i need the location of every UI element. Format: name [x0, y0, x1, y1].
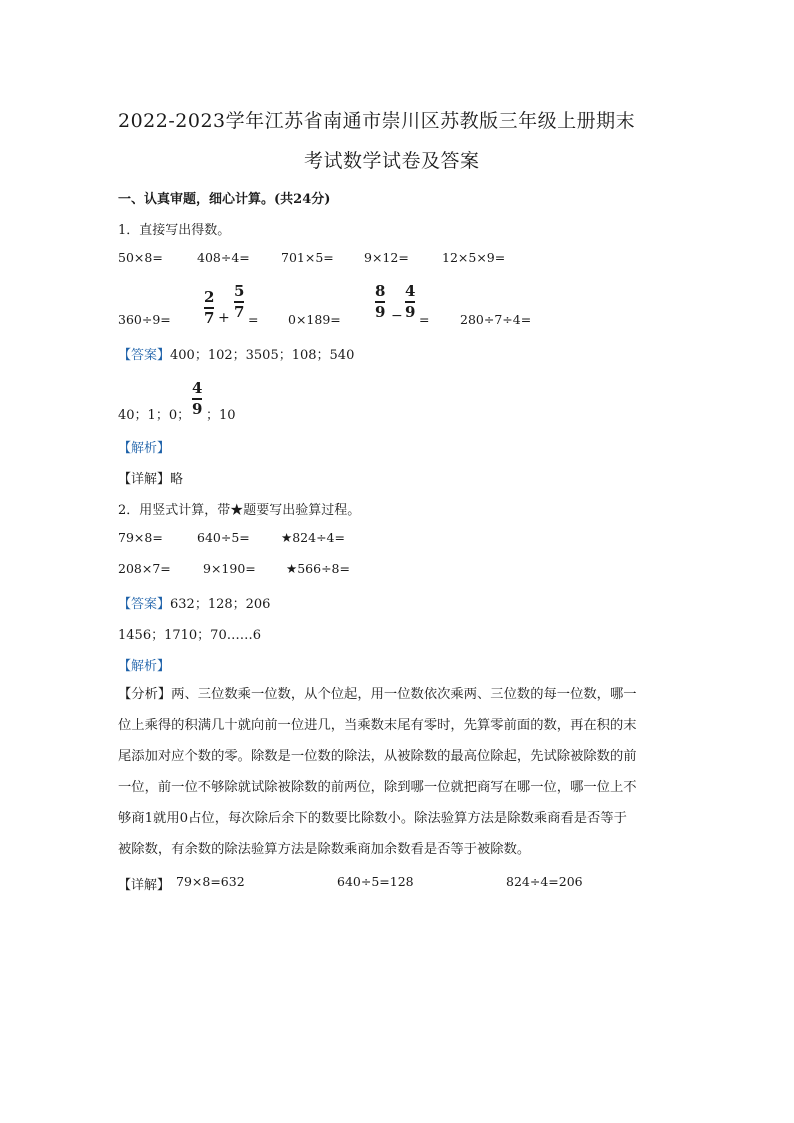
q2-item: 9×190= — [203, 561, 256, 576]
q1-item: 408÷4= — [197, 250, 250, 265]
section-heading: 一、认真审题，细心计算。(共24分) — [118, 192, 331, 207]
q2-item: ★566÷8= — [286, 561, 350, 576]
answer-line — [118, 593, 270, 612]
fraction-numerator: 8 — [375, 282, 386, 300]
q1-item: 360÷9= — [118, 312, 171, 327]
fraction — [405, 284, 415, 320]
answer-text: 632；128；206 — [170, 597, 271, 612]
fraction-numerator: 4 — [405, 282, 416, 300]
analysis-line: 被除数，有余数的除法验算方法是除数乘商加余数看是否等于被除数。 — [118, 842, 531, 857]
equals-sign: = — [419, 312, 430, 327]
fraction — [192, 381, 202, 417]
fraction-numerator: 5 — [234, 282, 245, 300]
fraction — [204, 290, 214, 326]
q1-item: 9×12= — [364, 250, 409, 265]
analysis-line: 尾添加对应个数的零。除数是一位数的除法，从被除数的最高位除起，先试除被除数的前 — [118, 749, 637, 764]
fraction-denominator: 9 — [405, 302, 416, 321]
fraction-numerator: 2 — [204, 288, 215, 306]
equals-sign: = — [248, 312, 259, 327]
question-2-prompt: 2．用竖式计算，带★题要写出验算过程。 — [118, 503, 361, 518]
minus-sign: − — [391, 308, 403, 324]
fraction-denominator: 7 — [204, 308, 215, 327]
answer-text: 400；102；3505；108；540 — [170, 348, 355, 363]
analysis-line: 位上乘得的积满几十就向前一位进几，当乘数末尾有零时，先算零前面的数，再在积的末 — [118, 718, 637, 733]
q2-item: 208×7= — [118, 561, 171, 576]
analysis-line: 【分析】两、三位数乘一位数，从个位起，用一位数依次乘两、三位数的每一位数，哪一 — [118, 687, 637, 702]
detail-text: 【详解】略 — [118, 472, 184, 487]
answer-tag: 【答案】 — [118, 597, 171, 612]
fraction-numerator: 4 — [192, 379, 203, 397]
fraction — [234, 284, 244, 320]
answer-text: 40；1；0； — [118, 408, 191, 423]
q1-item: 50×8= — [118, 250, 163, 265]
analysis-tag: 【解析】 — [118, 659, 171, 674]
q1-item: 12×5×9= — [442, 250, 506, 265]
analysis-tag: 【解析】 — [118, 441, 171, 456]
answer-text: ；10 — [206, 408, 236, 423]
detail-item: 640÷5=128 — [337, 874, 414, 889]
detail-tag: 【详解】 — [118, 878, 171, 893]
detail-item: 824÷4=206 — [506, 874, 583, 889]
answer-tag: 【答案】 — [118, 348, 171, 363]
question-1-prompt: 1．直接写出得数。 — [118, 223, 231, 238]
fraction-denominator: 7 — [234, 302, 245, 321]
q2-item: ★824÷4= — [281, 530, 345, 545]
q2-item: 79×8= — [118, 530, 163, 545]
fraction-denominator: 9 — [192, 399, 203, 418]
analysis-line: 够商1就用0占位，每次除后余下的数要比除数小。除法验算方法是除数乘商看是否等于 — [118, 811, 627, 826]
analysis-line: 一位，前一位不够除就试除被除数的前两位，除到哪一位就把商写在哪一位，哪一位上不 — [118, 780, 637, 795]
fraction — [375, 284, 385, 320]
detail-item: 79×8=632 — [176, 874, 245, 889]
answer-text: 1456；1710；70……6 — [118, 628, 261, 643]
q2-item: 640÷5= — [197, 530, 250, 545]
answer-line — [118, 344, 354, 363]
q1-item: 0×189= — [288, 312, 341, 327]
analysis-paragraph — [118, 679, 637, 865]
document-title-line2: 考试数学试卷及答案 — [304, 150, 480, 172]
q1-item: 701×5= — [281, 250, 334, 265]
q1-item: 280÷7÷4= — [460, 312, 532, 327]
document-title-line1: 2022-2023学年江苏省南通市崇川区苏教版三年级上册期末 — [118, 110, 636, 132]
plus-sign: + — [218, 310, 230, 326]
fraction-denominator: 9 — [375, 302, 386, 321]
